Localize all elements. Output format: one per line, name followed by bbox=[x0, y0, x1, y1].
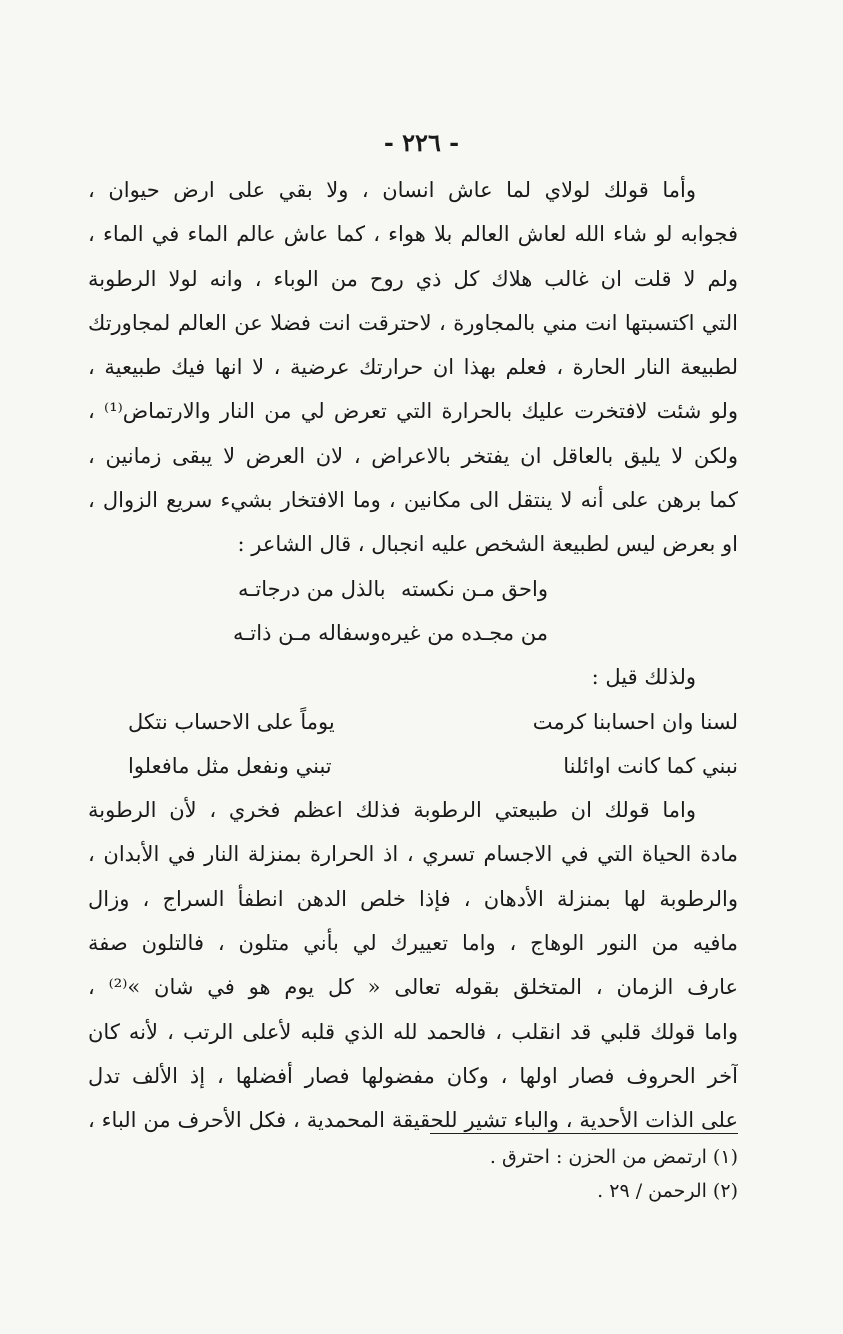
text-line: آخر الحروف فصار اولها ، وكان مفضولها فصار أفضلها ، إذ الألف تدل bbox=[88, 1063, 738, 1088]
text-line: مادة الحياة التي في الاجسام تسري ، اذ الحرارة بمنزلة النار في الأبدان ، bbox=[88, 842, 738, 867]
footnote-divider bbox=[430, 1133, 738, 1134]
verse-line bbox=[88, 567, 738, 611]
text-line: لطبيعة النار الحارة ، فعلم بهذا ان حرارتك عرضية ، لا انها فيك طبيعية ، bbox=[88, 355, 738, 380]
text-line: مافيه من النور الوهاج ، واما تعييرك لي بأني متلون ، فالتلون صفة bbox=[88, 931, 738, 956]
verse-hemistich-first: من مجـده من غيره bbox=[380, 620, 548, 645]
page-number: - ٢٢٦ - bbox=[383, 128, 460, 157]
footnote: (٢) الرحمن / ٢٩ . bbox=[597, 1180, 738, 1202]
verse-line bbox=[88, 744, 738, 788]
text-line: على الذات الأحدية ، والباء تشير للحقيقة المحمدية ، فكل الأحرف من الباء ، bbox=[88, 1108, 738, 1133]
text-line: ولو شئت لافتخرت عليك بالحرارة التي تعرض لي من النار والارتماض⁽¹⁾ ، bbox=[88, 399, 738, 424]
main-text bbox=[88, 168, 738, 1143]
text-line: والرطوبة لها بمنزلة الأدهان ، فإذا خلص الدهن انطفأ السراج ، وزال bbox=[88, 886, 738, 911]
verse-line bbox=[88, 700, 738, 744]
text-line: عارف الزمان ، المتخلق بقوله تعالى « كل يوم هو في شان »⁽²⁾ ، bbox=[88, 975, 738, 1000]
footnote: (١) ارتمض من الحزن : احترق . bbox=[489, 1146, 738, 1168]
verse-hemistich-second: بالذل من درجاتـه bbox=[238, 576, 386, 601]
verse-hemistich-second: يوماً على الاحساب نتكل bbox=[128, 709, 335, 734]
text-line: وأما قولك لولاي لما عاش انسان ، ولا بقي على ارض حيوان ، bbox=[88, 178, 696, 202]
text-line: كما برهن على أنه لا ينتقل الى مكانين ، وما الافتخار بشيء سريع الزوال ، bbox=[88, 488, 738, 513]
verse-hemistich-second: تبني ونفعل مثل مافعلوا bbox=[128, 753, 332, 778]
verse-intro: ولذلك قيل : bbox=[591, 665, 696, 690]
text-line: او بعرض ليس لطبيعة الشخص عليه انجبال ، قال الشاعر : bbox=[237, 532, 738, 557]
verse-hemistich-first: لسنا وان احسابنا كرمت bbox=[532, 709, 738, 734]
text-line: ولكن لا يليق بالعاقل ان يفتخر بالاعراض ، لان العرض لا يبقى زمانين ، bbox=[88, 443, 738, 468]
footnotes bbox=[430, 1140, 738, 1208]
verse-hemistich-first: نبني كما كانت اوائلنا bbox=[563, 753, 738, 778]
verse-line bbox=[88, 611, 738, 655]
verse-hemistich-second: وسفاله مـن ذاتـه bbox=[233, 620, 381, 645]
verse-hemistich-first: واحق مـن نكسته bbox=[401, 576, 548, 601]
text-line: ولم لا قلت ان غالب هلاك كل ذي روح من الوباء ، وانه لولا الرطوبة bbox=[88, 266, 738, 291]
text-line: واما قولك ان طبيعتي الرطوبة فذلك اعظم فخري ، لأن الرطوبة bbox=[88, 798, 696, 823]
text-line: التي اكتسبتها انت مني بالمجاورة ، لاحترقت انت فضلا عن العالم لمجاورتك bbox=[88, 310, 738, 335]
text-line: واما قولك قلبي قد انقلب ، فالحمد لله الذي قلبه لأعلى الرتب ، لأنه كان bbox=[88, 1019, 738, 1044]
text-line: فجوابه لو شاء الله لعاش العالم بلا هواء ، كما عاش عالم الماء في الماء ، bbox=[88, 222, 738, 247]
